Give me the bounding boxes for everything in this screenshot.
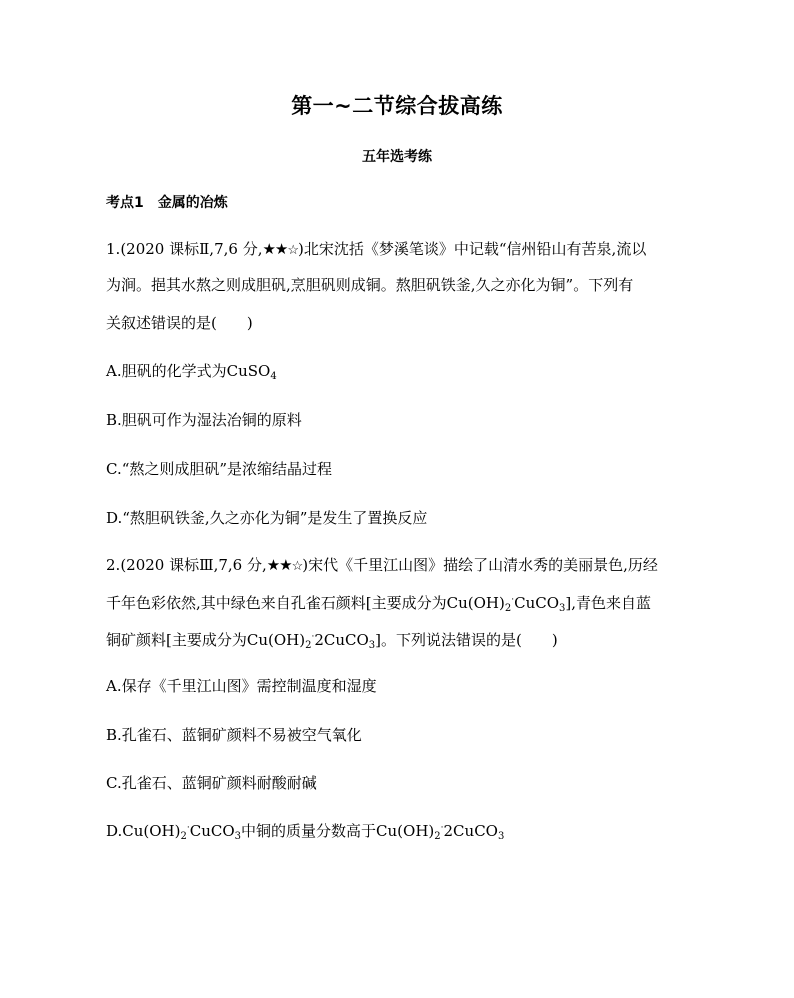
q2-difficulty-stars: [267, 556, 303, 574]
q2-line3-text-a: 铜矿颜料[主要成分为Cu(OH): [106, 631, 306, 649]
empty-star-icon: ☆: [291, 559, 303, 574]
page-subtitle: 五年选考练: [362, 149, 432, 165]
q1-close-paren: ): [246, 314, 253, 332]
q1-option-b: B.胆矾可作为湿法冶铜的原料: [106, 411, 302, 429]
q1-option-c: C.“熬之则成胆矾”是浓缩结晶过程: [106, 460, 333, 478]
filled-stars-icon: ★★: [266, 556, 292, 574]
option-d-text-d: 2CuCO: [443, 822, 498, 840]
q1-text-line3: 关叙述错误的是(: [106, 314, 217, 332]
q1-option-a: [106, 361, 277, 381]
filled-stars-icon: ★★: [262, 240, 288, 258]
section-name: 金属的冶炼: [157, 195, 228, 211]
page-title: 第一~二节综合拔高练: [291, 94, 503, 118]
q2-source: (2020 课标Ⅲ,7,6 分,: [120, 556, 267, 574]
q2-text-line1: )宋代《千里江山图》描绘了山清水秀的美丽景色,历经: [302, 556, 658, 574]
q2-line2-text-a: 千年色彩依然,其中绿色来自孔雀石颜料[主要成分为Cu(OH): [106, 594, 505, 612]
option-d-text-a: D.Cu(OH): [106, 822, 181, 840]
subscript: 2: [180, 831, 187, 842]
q1-line1: [106, 239, 646, 261]
q1-option-d: D.“熬胆矾铁釜,久之亦化为铜”是发生了置换反应: [106, 509, 428, 527]
subscript: 3: [234, 831, 242, 842]
q1-source: (2020 课标Ⅱ,7,6 分,: [120, 240, 263, 258]
q1-line3: [106, 313, 253, 333]
empty-star-icon: ☆: [287, 243, 299, 258]
q1-line2: 为涧。挹其水熬之则成胆矾,烹胆矾则成铜。熬胆矾铁釜,久之亦化为铜”。下列有: [106, 276, 634, 294]
subscript: 3: [368, 640, 376, 651]
subscript: 2: [434, 831, 441, 842]
superscript-dot: ·: [440, 823, 444, 833]
q2-line2: [106, 593, 651, 613]
q2-option-d: [106, 821, 504, 841]
q1-number: 1.: [106, 240, 121, 258]
subscript: 4: [270, 371, 277, 382]
subscript: 2: [504, 603, 512, 614]
section-heading: [106, 192, 228, 212]
q2-line1: [106, 555, 658, 577]
section-label: 考点1: [106, 195, 144, 211]
q2-option-a: A.保存《千里江山图》需控制温度和湿度: [106, 677, 377, 695]
option-a-text: A.胆矾的化学式为CuSO: [106, 362, 271, 380]
subscript: 3: [497, 831, 505, 842]
q2-line2-text-b: CuCO: [514, 594, 560, 612]
q2-option-b: B.孔雀石、蓝铜矿颜料不易被空气氧化: [106, 726, 362, 744]
subscript: 3: [559, 603, 566, 614]
superscript-dot: ·: [186, 823, 190, 833]
q1-text-line1: )北宋沈括《梦溪笔谈》中记载“信州铅山有苦泉,流以: [298, 240, 647, 258]
q2-line3-text-c: ]。下列说法错误的是(: [375, 631, 522, 649]
q2-close-paren: ): [551, 631, 558, 649]
q2-number: 2.: [106, 556, 121, 574]
option-d-text-c: 中铜的质量分数高于Cu(OH): [241, 822, 435, 840]
option-d-text-b: CuCO: [189, 822, 235, 840]
subscript: 2: [305, 640, 312, 651]
q2-line3-text-b: 2CuCO: [314, 631, 369, 649]
q2-option-c: C.孔雀石、蓝铜矿颜料耐酸耐碱: [106, 774, 317, 792]
superscript-dot: ·: [311, 632, 315, 642]
q2-line3: [106, 630, 558, 650]
q2-line2-text-c: ],青色来自蓝: [565, 594, 652, 612]
superscript-dot: ·: [511, 595, 515, 605]
q1-difficulty-stars: [262, 240, 298, 258]
